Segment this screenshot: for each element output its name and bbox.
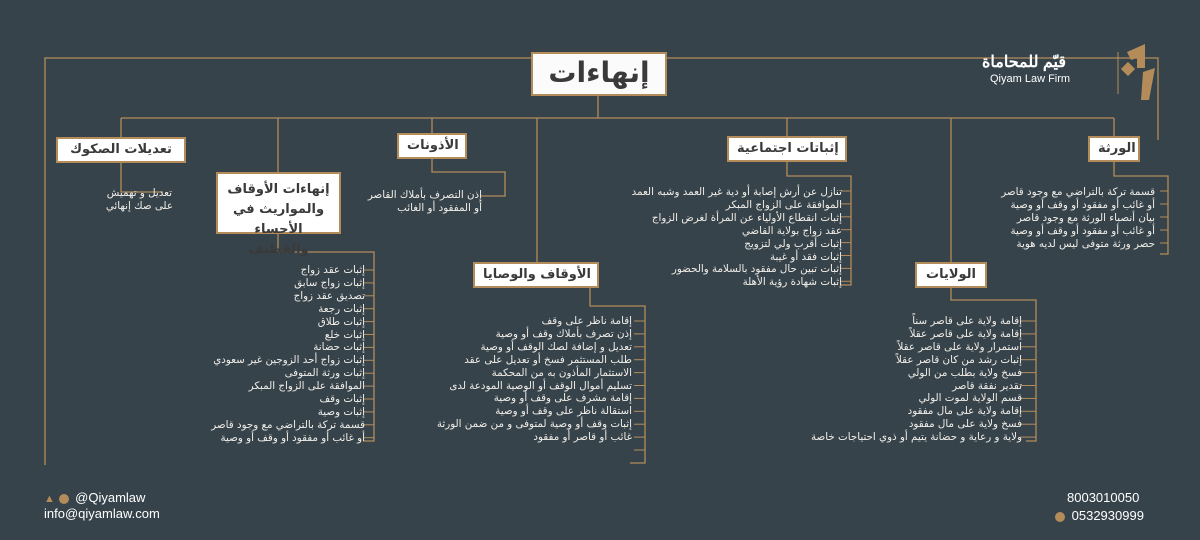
social-item: الموافقة على الزواج المبكر [725, 198, 842, 211]
ahsa-item: تصديق عقد زواج [293, 289, 365, 302]
inheritance-item: بيان أنصباء الورثة مع وجود قاصر [1016, 211, 1155, 224]
endowments-item: إذن تصرف بأملاك وقف أو وصية [495, 327, 632, 340]
deeds-note [106, 187, 173, 213]
instagram-icon [59, 494, 69, 504]
inheritance-item: أو غائب أو مفقود أو وقف أو وصية [1010, 224, 1155, 237]
social-item: عقد زواج بولاية القاضي [741, 224, 842, 237]
social-item: تنازل عن أرش إصابة أو دية غير العمد وشبه العمد [631, 186, 842, 198]
endowments-item: الاستثمار المأذون به من المحكمة [491, 366, 632, 379]
endowments-item: إقامة مشرف على وقف أو وصية [493, 392, 632, 405]
category-endowments: الأوقاف والوصايا [473, 262, 599, 288]
guardianship-item: فسخ ولاية على مال مفقود [908, 418, 1022, 431]
deeds-item: على صك إنهائي [105, 200, 173, 212]
mobile-text: 0532930999 [1071, 508, 1144, 523]
guardianship-item: استمرار ولاية على قاصر عقلاً [897, 340, 1022, 353]
social-list [632, 186, 842, 289]
guardianship-item: قسم الولاية لموت الولي [918, 392, 1022, 405]
deeds-item: تعديل و تهميش [106, 187, 173, 199]
inheritance-item: أو غائب أو مفقود أو وقف أو وصية [1010, 198, 1155, 211]
ahsa-item: إثبات حضانة [313, 341, 365, 354]
category-deed-amendments: تعديلات الصكوك [56, 137, 186, 163]
category-ahsa-qatif: إنهاءات الأوقاف والمواريث في الأحساء والقطيف [216, 172, 341, 234]
permissions-note [368, 189, 482, 215]
endowments-item: تسليم أموال الوقف أو الوصية المودعة لدى [449, 379, 632, 392]
guardianship-item: إثبات رشد من كان قاصر عقلاً [896, 353, 1022, 366]
guardianship-item: إقامة ولاية على مال مفقود [907, 405, 1022, 418]
ahsa-item: إثبات طلاق [317, 315, 365, 328]
phone-number[interactable]: 8003010050 [1067, 490, 1140, 505]
social-item: إثبات شهادة رؤية الأهلة [742, 276, 842, 289]
endowments-item: إقامة ناظر على وقف [541, 315, 632, 327]
ahsa-item: إثبات رجعة [318, 302, 365, 315]
whatsapp-icon [1055, 512, 1065, 522]
ahsa-item: إثبات وصية [317, 405, 365, 418]
page-title: إنهاءات [531, 52, 667, 96]
guardianship-item: إقامة ولاية على قاصر عقلاً [909, 327, 1022, 340]
category-permissions: الأذونات [397, 133, 467, 159]
guardianship-item: ولاية و رعاية و حضانة يتيم أو ذوي احتياجات خاصة [810, 431, 1022, 444]
category-guardianship: الولايات [915, 262, 987, 288]
ahsa-item: إثبات عقد زواج [300, 264, 365, 276]
logo-english-name: Qiyam Law Firm [990, 73, 1071, 85]
ahsa-item: الموافقة على الزواج المبكر [248, 380, 365, 393]
inheritance-item: حصر ورثة متوفى ليس لديه هوية [1016, 237, 1155, 250]
inheritance-list [1001, 186, 1155, 251]
social-item: إثبات انقطاع الأولياء عن المرأة لغرض الزواج [651, 211, 842, 224]
permissions-item: إذن التصرف بأملاك القاصر [367, 189, 482, 201]
ahsa-item: إثبات خلع [324, 328, 365, 341]
logo-arabic-name: قيّم للمحاماة [982, 54, 1067, 71]
endowments-item: تعديل و إضافة لصك الوقف أو وصية [480, 340, 632, 353]
twitter-icon: ▲ [44, 493, 55, 505]
ahsa-list [211, 264, 365, 445]
ahsa-item: إثبات وقف [319, 393, 365, 406]
ahsa-item: إثبات زواج أحد الزوجين غير سعودي [213, 354, 365, 367]
handle-text: @Qiyamlaw [75, 490, 146, 505]
guardianship-list [811, 315, 1022, 444]
endowments-item: طلب المستثمر فسخ أو تعديل على عقد [464, 353, 632, 366]
inheritance-item: قسمة تركة بالتراضي مع وجود قاصر [1001, 186, 1155, 198]
ahsa-item: أو غائب أو مفقود أو وقف أو وصية [220, 431, 365, 444]
ahsa-item: قسمة تركة بالتراضي مع وجود قاصر [211, 418, 365, 431]
ahsa-item: إثبات زواج سابق [294, 276, 365, 289]
ahsa-item: إثبات ورثة المتوفى [284, 367, 365, 380]
guardianship-item: تقدير نفقة قاصر [952, 379, 1022, 392]
guardianship-item: فسخ ولاية بطلب من الولي [907, 366, 1022, 379]
endowments-item: استقالة ناظر على وقف أو وصية [495, 405, 632, 418]
category-social-proofs: إثباتات اجتماعية [727, 136, 847, 162]
category-inheritance: الورثة [1088, 136, 1140, 162]
email-link[interactable]: info@qiyamlaw.com [44, 506, 160, 521]
endowments-item: إثبات وقف أو وصية لمتوفى و من ضمن الورثة [436, 418, 632, 431]
social-handle[interactable] [44, 490, 145, 505]
endowments-item: غائب أو قاصر أو مفقود [533, 431, 632, 444]
social-item: إثبات فقد أو غيبة [770, 250, 842, 263]
social-item: إثبات تبين حال مفقود بالسلامة والحضور [671, 263, 842, 276]
guardianship-item: إقامة ولاية على قاصر سناً [912, 315, 1022, 327]
social-item: إثبات أقرب ولي لتزويج [744, 237, 842, 250]
mobile-number[interactable] [1055, 508, 1144, 523]
endowments-list [437, 315, 632, 444]
permissions-item: أو المفقود أو الغائب [397, 202, 482, 214]
